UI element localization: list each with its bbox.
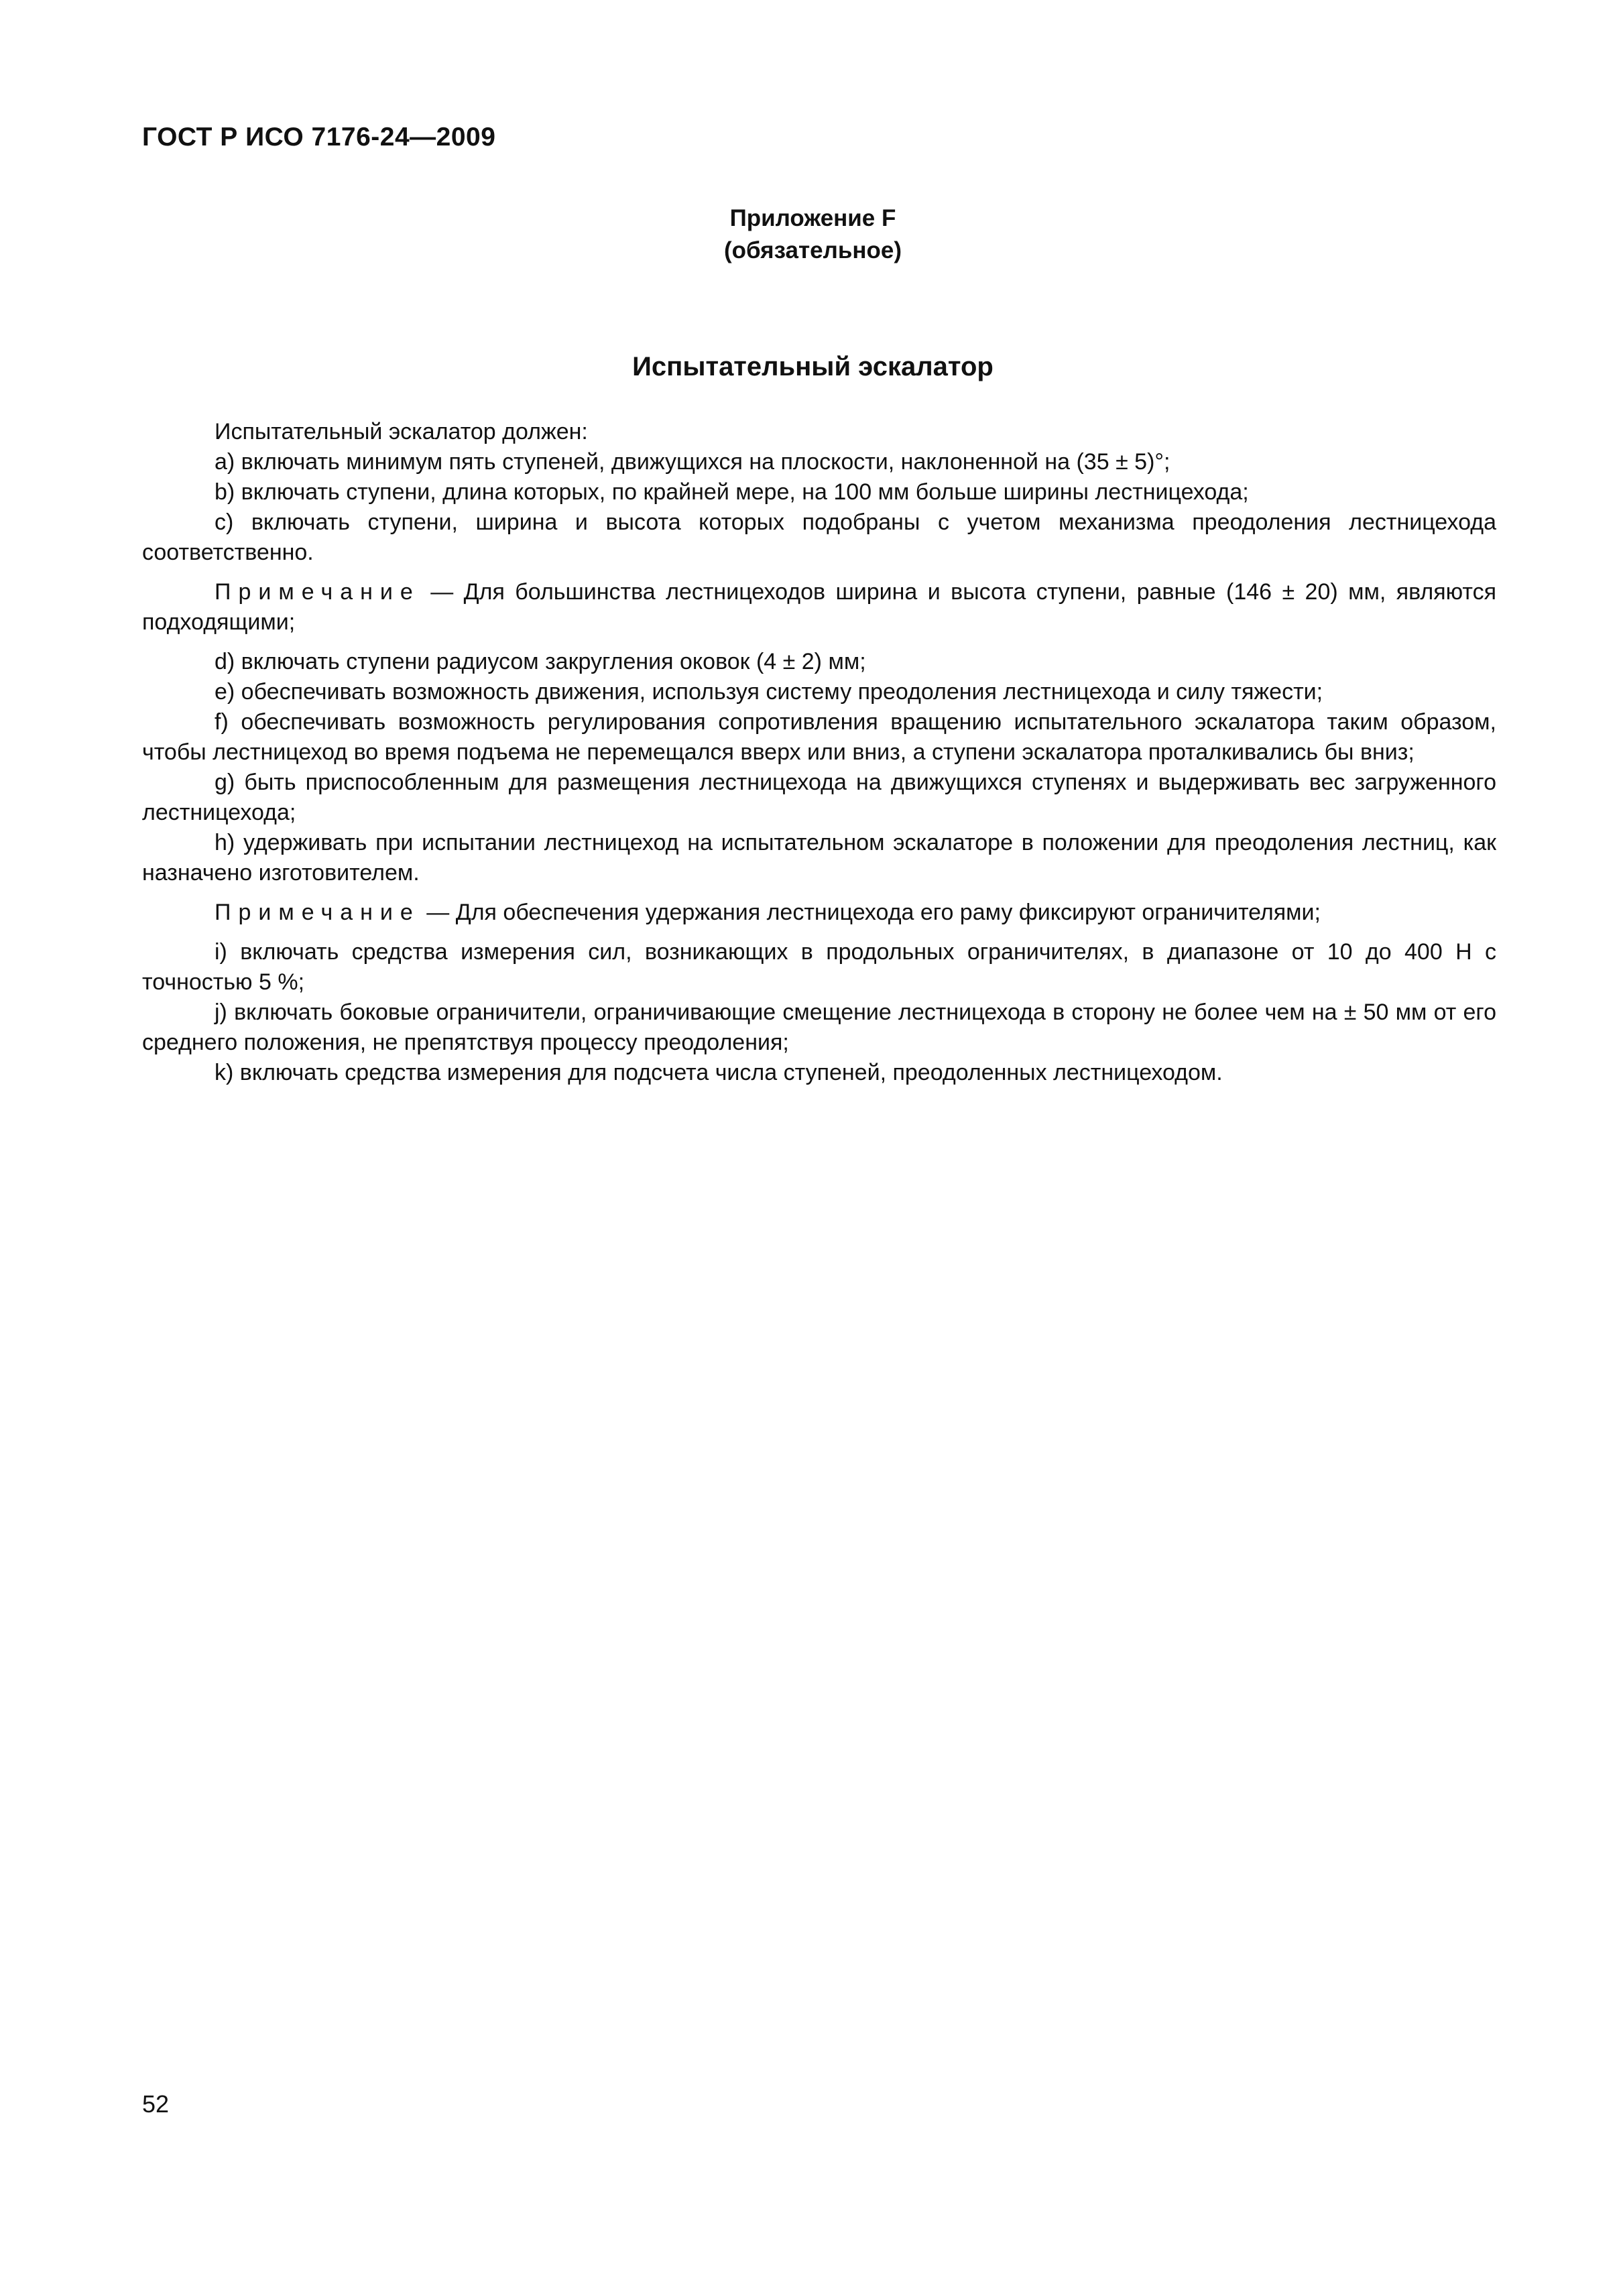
note-text: — Для большинства лестницеходов ширина и высота ступени, равные (146 ± 20) мм, являются подходящими; xyxy=(142,579,1496,635)
list-item-i: i) включать средства измерения сил, возникающих в продольных ограничителях, в диапазоне от 10 до 400 Н с точностью 5 %; xyxy=(142,939,1496,995)
note-label: Примечание xyxy=(215,579,420,605)
list-item-a: a) включать минимум пять ступеней, движущихся на плоскости, наклоненной на (35 ± 5)°; xyxy=(215,449,1170,475)
list-item-h: h) удерживать при испытании лестницеход на испытательном эскалаторе в положении для преодоления лестниц, как назначено изготовителем. xyxy=(142,830,1496,886)
list-item-c: c) включать ступени, ширина и высота которых подобраны с учетом механизма преодоления лестницехода соответственно. xyxy=(142,509,1496,565)
annex-title: Приложение F xyxy=(729,205,896,231)
list-item-e: e) обеспечивать возможность движения, используя систему преодоления лестницехода и силу тяжести; xyxy=(215,679,1323,705)
list-item-k: k) включать средства измерения для подсчета числа ступеней, преодоленных лестницеходом. xyxy=(215,1060,1223,1085)
list-item-j: j) включать боковые ограничители, ограничивающие смещение лестницехода в сторону не более чем на ± 50 мм от его среднего положения, не препятствуя процессу преодоления; xyxy=(142,1000,1496,1055)
note-text: — Для обеспечения удержания лестницехода его раму фиксируют ограничителями; xyxy=(420,900,1321,925)
note-paragraph-1 xyxy=(142,577,1496,638)
list-item-f: f) обеспечивать возможность регулирования сопротивления вращению испытательного эскалатора таким образом, чтобы лестницеход во время подъема не перемещался вверх или вниз, а ступени эскалатора проталкивались бы вниз; xyxy=(142,709,1496,765)
page-number: 52 xyxy=(142,2090,170,2118)
list-item-d: d) включать ступени радиусом закругления оковок (4 ± 2) мм; xyxy=(215,649,866,674)
intro-paragraph: Испытательный эскалатор должен: xyxy=(215,419,588,444)
list-item-b: b) включать ступени, длина которых, по крайней мере, на 100 мм больше ширины лестницехода; xyxy=(215,479,1249,505)
note-paragraph-2 xyxy=(142,898,1496,928)
annex-heading xyxy=(0,202,1623,267)
body-text xyxy=(142,417,1496,1088)
section-title: Испытательный эскалатор xyxy=(632,352,994,381)
list-item-g: g) быть приспособленным для размещения лестницехода на движущихся ступенях и выдерживать вес загруженного лестницехода; xyxy=(142,770,1496,825)
annex-status: (обязательное) xyxy=(723,237,902,263)
note-label: Примечание xyxy=(215,900,420,925)
document-code-header: ГОСТ Р ИСО 7176-24—2009 xyxy=(142,123,496,152)
